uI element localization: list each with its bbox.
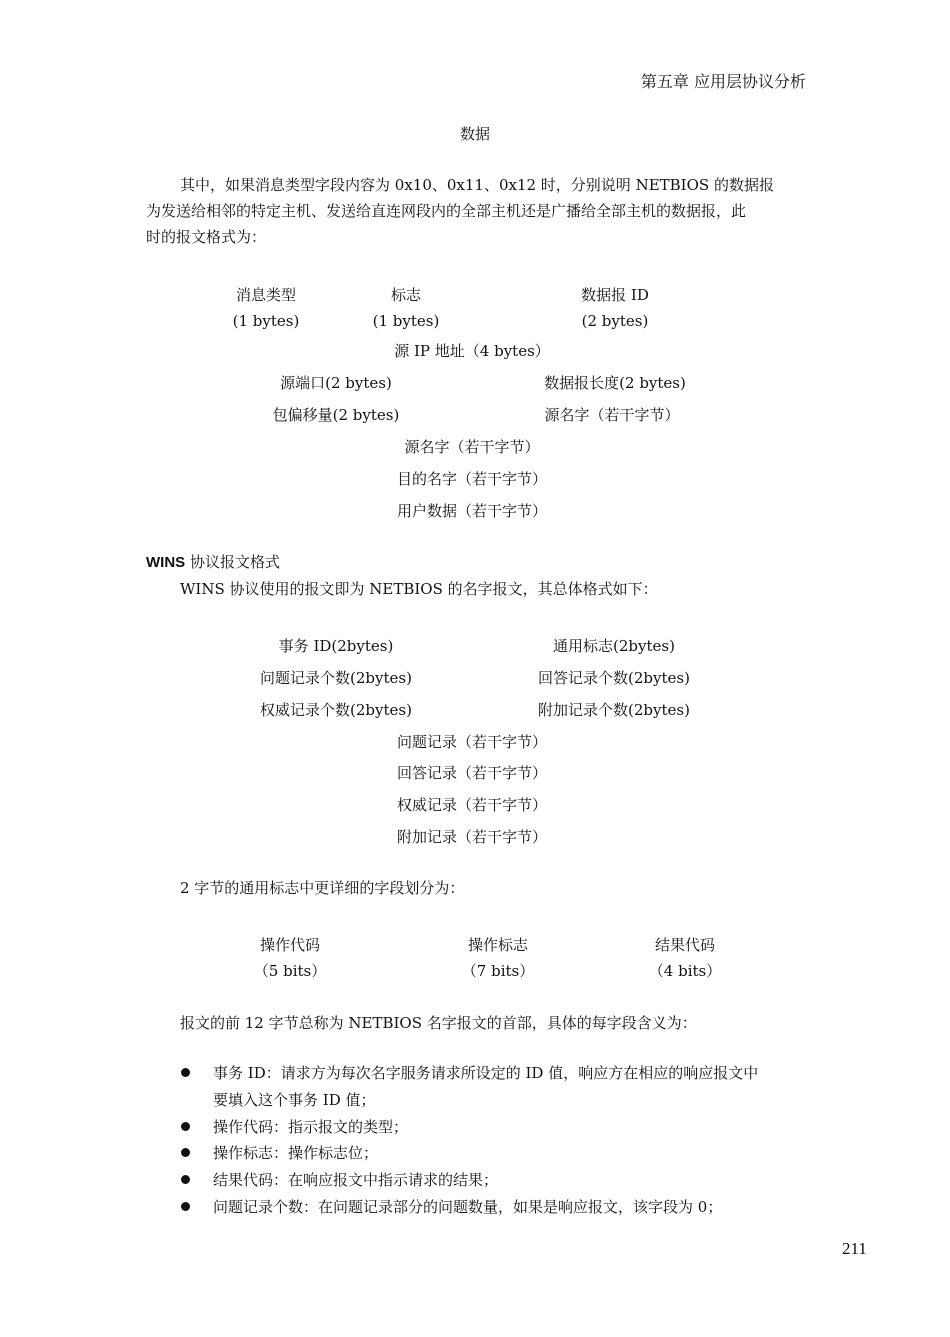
field-source-ip: 源 IP 地址（4 bytes） xyxy=(394,342,550,360)
bullet-icon xyxy=(181,1148,190,1157)
header-intro: 报文的前 12 字节总称为 NETBIOS 名字报文的首部，具体的每字段含义为： xyxy=(180,1014,697,1032)
flag-opcode-size: （5 bits） xyxy=(253,962,327,980)
field-authority-records: 权威记录（若干字节） xyxy=(396,796,548,814)
field-flags-size: (1 bytes) xyxy=(372,312,440,330)
page-number: 211 xyxy=(842,1239,867,1258)
field-question-records: 问题记录（若干字节） xyxy=(396,733,548,751)
flag-result-code: 结果代码 xyxy=(654,936,716,954)
data-label: 数据 xyxy=(459,125,491,143)
field-additional-count: 附加记录个数(2bytes) xyxy=(538,701,690,719)
field-flags: 标志 xyxy=(390,286,422,304)
list-item-text: 操作代码：指示报文的类型； xyxy=(213,1118,409,1136)
field-message-type-size: (1 bytes) xyxy=(232,312,300,330)
intro-line-3: 时的报文格式为： xyxy=(146,228,267,246)
bullet-icon xyxy=(181,1202,190,1211)
field-transaction-id: 事务 ID(2bytes) xyxy=(278,637,394,655)
field-user-data: 用户数据（若干字节） xyxy=(396,502,548,520)
flag-opcode: 操作代码 xyxy=(259,936,321,954)
flags-intro: 2 字节的通用标志中更详细的字段划分为： xyxy=(180,879,465,897)
intro-line-2: 为发送给相邻的特定主机、发送给直连网段内的全部主机还是广播给全部主机的数据报，此 xyxy=(146,202,747,220)
field-datagram-id: 数据报 ID xyxy=(581,286,649,304)
list-item-text: 事务 ID：请求方为每次名字服务请求所设定的 ID 值，响应方在相应的响应报文中 xyxy=(213,1064,759,1082)
list-item-text: 结果代码：在响应报文中指示请求的结果； xyxy=(213,1171,499,1189)
field-source-name-b: 源名字（若干字节） xyxy=(404,438,540,456)
field-datagram-id-size: (2 bytes) xyxy=(581,312,649,330)
field-question-count: 问题记录个数(2bytes) xyxy=(260,669,412,687)
field-answer-records: 回答记录（若干字节） xyxy=(396,764,548,782)
chapter-header: 第五章 应用层协议分析 xyxy=(640,72,806,91)
field-source-name-a: 源名字（若干字节） xyxy=(544,406,680,424)
list-item-text: 问题记录个数：在问题记录部分的问题数量，如果是响应报文，该字段为 0； xyxy=(213,1198,723,1216)
field-datagram-length: 数据报长度(2 bytes) xyxy=(544,374,686,392)
field-general-flags: 通用标志(2bytes) xyxy=(553,637,675,655)
wins-heading xyxy=(146,552,280,573)
list-item-text: 操作标志：操作标志位； xyxy=(213,1144,379,1162)
field-answer-count: 回答记录个数(2bytes) xyxy=(538,669,690,687)
wins-heading-rest: 协议报文格式 xyxy=(185,553,280,571)
intro-line-1: 其中，如果消息类型字段内容为 0x10、0x11、0x12 时，分别说明 NETBIOS 的数据报 xyxy=(180,176,774,194)
field-packet-offset: 包偏移量(2 bytes) xyxy=(272,406,400,424)
bullet-icon xyxy=(181,1068,190,1077)
field-dest-name: 目的名字（若干字节） xyxy=(396,470,548,488)
flag-op-flags: 操作标志 xyxy=(467,936,529,954)
flag-op-flags-size: （7 bits） xyxy=(461,962,535,980)
bullet-icon xyxy=(181,1122,190,1131)
flag-result-code-size: （4 bits） xyxy=(648,962,722,980)
bullet-icon xyxy=(181,1175,190,1184)
field-additional-records: 附加记录（若干字节） xyxy=(396,828,548,846)
field-message-type: 消息类型 xyxy=(235,286,297,304)
list-item-text-cont: 要填入这个事务 ID 值； xyxy=(213,1091,376,1109)
wins-heading-bold: WINS xyxy=(146,554,186,571)
field-authority-count: 权威记录个数(2bytes) xyxy=(260,701,412,719)
wins-intro: WINS 协议使用的报文即为 NETBIOS 的名字报文，其总体格式如下： xyxy=(180,580,658,598)
intro-paragraph xyxy=(146,172,808,250)
field-source-port: 源端口(2 bytes) xyxy=(280,374,392,392)
